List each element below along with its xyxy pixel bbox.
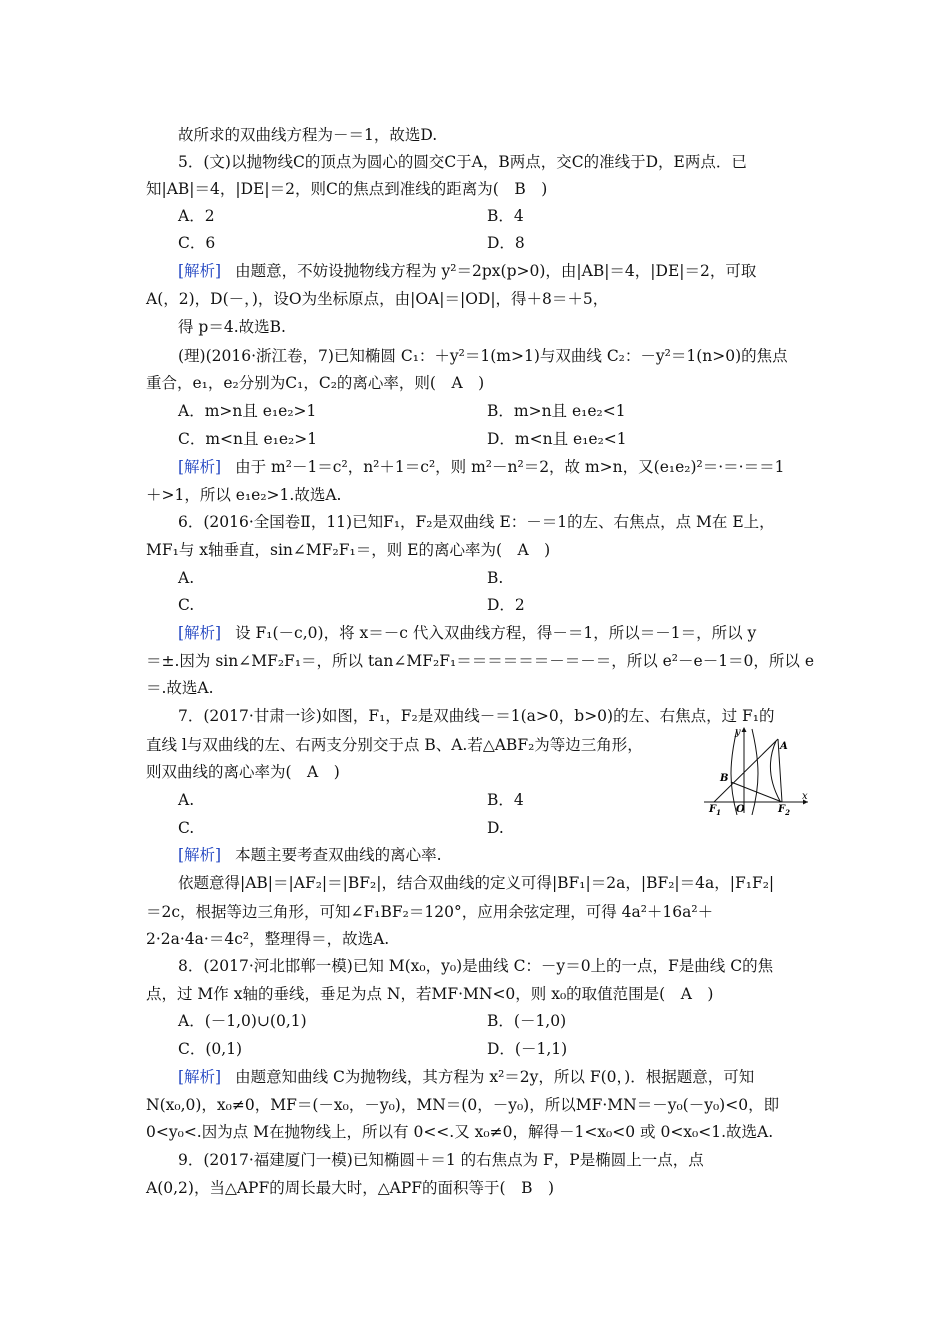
option-b: B.: [487, 569, 504, 587]
hyperbola-figure: [702, 723, 812, 815]
text-line: 得 p＝4.故选B.: [178, 318, 286, 336]
text-line: 0<y₀<.因为点 M在抛物线上，所以有 0<<.又 x₀≠0，解得－1<x₀<0 或 0<x₀<1.故选A.: [146, 1123, 774, 1141]
solution-text: 由题意，不妨设抛物线方程为 y²＝2px(p>0)，由|AB|＝4，|DE|＝2，可取: [235, 262, 757, 280]
solution-line: [178, 623, 756, 643]
point-a-label: A: [780, 741, 788, 752]
option-c: C.: [178, 819, 195, 837]
text-line: 重合，e₁，e₂分别为C₁，C₂的离心率，则( A ): [146, 374, 485, 392]
solution-line: [178, 261, 756, 281]
y-label: y: [735, 727, 741, 738]
option-a: A．2: [178, 207, 215, 225]
text-line: 依题意得|AB|＝|AF₂|＝|BF₂|，结合双曲线的定义可得|BF₁|＝2a，|BF₂|＝4a，|F₁F₂|: [178, 874, 775, 892]
option-c: C.: [178, 596, 195, 614]
solution-line: [178, 1067, 754, 1087]
text-line: 知|AB|＝4，|DE|＝2，则C的焦点到准线的距离为( B ): [146, 180, 548, 198]
solution-line: [178, 845, 442, 865]
text-line: 点，过 M作 x轴的垂线，垂足为点 N，若MF·MN<0，则 x₀的取值范围是( A ): [146, 985, 714, 1003]
option-c: C．6: [178, 234, 216, 252]
f1-letter: F: [709, 804, 717, 815]
option-a: A．(－1,0)∪(0,1): [178, 1012, 307, 1030]
f1-label: [708, 804, 721, 815]
solution-tag: [解析]: [178, 262, 222, 280]
f2-sub: 2: [785, 808, 790, 815]
option-a: A．m>n且 e₁e₂>1: [178, 402, 317, 420]
text-line: ＝2c，根据等边三角形，可知∠F₁BF₂＝120°，应用余弦定理，可得 4a²＋16a²＋: [146, 903, 714, 921]
solution-text: 由题意知曲线 C为抛物线，其方程为 x²＝2y，所以 F(0，)．根据题意，可知: [235, 1068, 755, 1086]
text-line: ＋>1，所以 e₁e₂>1.故选A.: [146, 486, 342, 504]
f2-letter: F: [778, 804, 786, 815]
f2-label: [777, 804, 790, 815]
text-line: 直线 l与双曲线的左、右两支分别交于点 B、A.若△ABF₂为等边三角形，: [146, 736, 643, 754]
point-b-label: B: [720, 773, 729, 784]
text-line: A(0,2)，当△APF的周长最大时，△APF的面积等于( B ): [146, 1179, 555, 1197]
option-b: B．4: [487, 791, 524, 809]
option-d: D.: [487, 819, 504, 837]
segment-bf2: [731, 782, 782, 802]
y-axis-arrow: [742, 727, 747, 732]
option-d: D．m<n且 e₁e₂<1: [487, 430, 627, 448]
text-line: 故所求的双曲线方程为－＝1，故选D.: [178, 126, 438, 144]
solution-tag: [解析]: [178, 624, 222, 642]
option-c: C．(0,1): [178, 1040, 243, 1058]
text-line: ＝±.因为 sin∠MF₂F₁＝，所以 tan∠MF₂F₁＝＝＝＝＝＝－＝－＝，所以 e²－e－1＝0，所以 e: [146, 652, 815, 670]
solution-tag: [解析]: [178, 1068, 222, 1086]
text-line: 则双曲线的离心率为( A ): [146, 763, 340, 781]
option-d: D．2: [487, 596, 525, 614]
text-line: N(x₀,0)，x₀≠0，MF＝(－x₀，－y₀)，MN＝(0，－y₀)，所以MF·MN＝－y₀(－y₀)<0，即: [146, 1096, 780, 1114]
x-label: x: [802, 791, 808, 802]
option-a: A.: [178, 569, 195, 587]
option-b: B．4: [487, 207, 524, 225]
question-5-line: 5．(文)以抛物线C的顶点为圆心的圆交C于A，B两点，交C的准线于D，E两点．已: [178, 153, 747, 171]
solution-line: [178, 457, 784, 477]
text-line: 2·2a·4a·＝4c²，整理得＝，故选A.: [146, 930, 390, 948]
question-9-line: 9．(2017·福建厦门一模)已知椭圆＋＝1 的右焦点为 F，P是椭圆上一点，点: [178, 1151, 704, 1169]
solution-text: 本题主要考查双曲线的离心率.: [235, 846, 442, 864]
text-line: A(，2)，D(－，)，设O为坐标原点，由|OA|＝|OD|，得＋8＝＋5，: [146, 290, 609, 308]
solution-tag: [解析]: [178, 458, 222, 476]
question-7-line: 7．(2017·甘肃一诊)如图，F₁，F₂是双曲线－＝1(a>0，b>0)的左、右焦点，过 F₁的: [178, 707, 775, 725]
origin-label: O: [736, 804, 745, 815]
option-b: B．(－1,0): [487, 1012, 567, 1030]
option-a: A.: [178, 791, 195, 809]
question-5-li-line: (理)(2016·浙江卷，7)已知椭圆 C₁：＋y²＝1(m>1)与双曲线 C₂：－y²＝1(n>0)的焦点: [178, 347, 788, 365]
option-d: D．8: [487, 234, 525, 252]
option-d: D．(－1,1): [487, 1040, 568, 1058]
line-l: [714, 739, 778, 802]
option-c: C．m<n且 e₁e₂>1: [178, 430, 318, 448]
f1-sub: 1: [716, 808, 721, 815]
option-b: B．m>n且 e₁e₂<1: [487, 402, 626, 420]
solution-text: 由于 m²－1＝c²，n²＋1＝c²，则 m²－n²＝2，故 m>n，又(e₁e₂)²＝·＝·＝＝1: [235, 458, 785, 476]
text-line: ＝.故选A.: [146, 679, 214, 697]
question-8-line: 8．(2017·河北邯郸一模)已知 M(x₀，y₀)是曲线 C：－y＝0上的一点，F是曲线 C的焦: [178, 957, 774, 975]
text-line: MF₁与 x轴垂直，sin∠MF₂F₁＝，则 E的离心率为( A ): [146, 541, 551, 559]
solution-tag: [解析]: [178, 846, 222, 864]
question-6-line: 6．(2016·全国卷Ⅱ，11)已知F₁，F₂是双曲线 E：－＝1的左、右焦点，点 M在 E上，: [178, 513, 775, 531]
solution-text: 设 F₁(－c,0)，将 x＝－c 代入双曲线方程，得－＝1，所以＝－1＝，所以 y: [235, 624, 757, 642]
